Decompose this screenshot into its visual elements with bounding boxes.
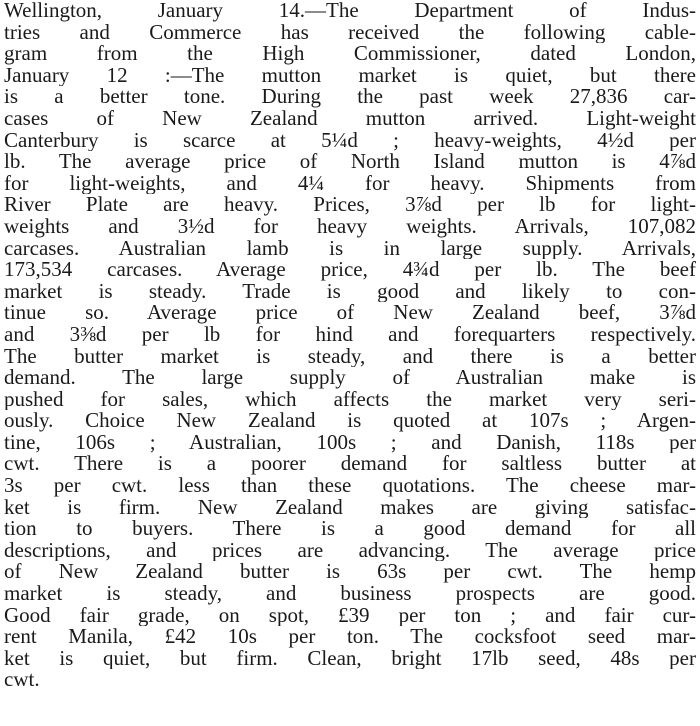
text-line: tion to buyers. There is a good demand for all bbox=[4, 518, 696, 540]
text-line: 3s per cwt. less than these quotations. The cheese mar- bbox=[4, 475, 696, 497]
text-line: tinue so. Average price of New Zealand beef, 3⅞d bbox=[4, 302, 696, 324]
text-line: market is steady. Trade is good and likely to con- bbox=[4, 280, 696, 303]
text-line: rent Manila, £42 10s per ton. The cocksfoot seed mar- bbox=[4, 626, 696, 648]
text-line: ously. Choice New Zealand is quoted at 107s ; Argen- bbox=[4, 410, 696, 432]
text-line: of New Zealand butter is 63s per cwt. The hemp bbox=[4, 561, 696, 584]
text-line: ket is firm. New Zealand makes are giving satisfac- bbox=[4, 496, 696, 519]
text-line: January 12 :—The mutton market is quiet, but there bbox=[4, 64, 696, 87]
article-column bbox=[4, 0, 696, 691]
text-line: tries and Commerce has received the following cable- bbox=[4, 21, 696, 44]
text-line: ket is quiet, but firm. Clean, bright 17lb seed, 48s per bbox=[4, 647, 696, 670]
text-line: The butter market is steady, and there is a better bbox=[4, 345, 696, 368]
text-line: demand. The large supply of Australian make is bbox=[4, 367, 696, 389]
text-line: cases of New Zealand mutton arrived. Light-weight bbox=[4, 107, 696, 130]
text-line: weights and 3½d for heavy weights. Arrivals, 107,082 bbox=[4, 215, 696, 238]
text-line: and 3⅜d per lb for hind and forequarters respectively. bbox=[4, 323, 696, 346]
text-line: 173,534 carcases. Average price, 4¾d per lb. The beef bbox=[4, 259, 696, 281]
text-line: market is steady, and business prospects are good. bbox=[4, 583, 696, 605]
text-line: tine, 106s ; Australian, 100s ; and Danish, 118s per bbox=[4, 431, 696, 454]
text-line: lb. The average price of North Island mutton is 4⅞d bbox=[4, 151, 696, 173]
text-line: is a better tone. During the past week 27,836 car- bbox=[4, 86, 696, 108]
text-line: River Plate are heavy. Prices, 3⅞d per lb for light- bbox=[4, 194, 696, 216]
text-line: carcases. Australian lamb is in large supply. Arrivals, bbox=[4, 237, 696, 260]
text-line: Wellington, January 14.—The Department of Indus- bbox=[4, 0, 696, 22]
text-line: Good fair grade, on spot, £39 per ton ; and fair cur- bbox=[4, 604, 696, 627]
text-line: descriptions, and prices are advancing. The average price bbox=[4, 539, 696, 562]
text-line: Canterbury is scarce at 5¼d ; heavy-weights, 4½d per bbox=[4, 129, 696, 152]
text-line: cwt. There is a poorer demand for saltless butter at bbox=[4, 453, 696, 476]
text-line: for light-weights, and 4¼ for heavy. Shipments from bbox=[4, 172, 696, 195]
text-line: cwt. bbox=[4, 669, 40, 691]
text-line: pushed for sales, which affects the market very seri- bbox=[4, 388, 696, 411]
text-line: gram from the High Commissioner, dated London, bbox=[4, 43, 696, 65]
